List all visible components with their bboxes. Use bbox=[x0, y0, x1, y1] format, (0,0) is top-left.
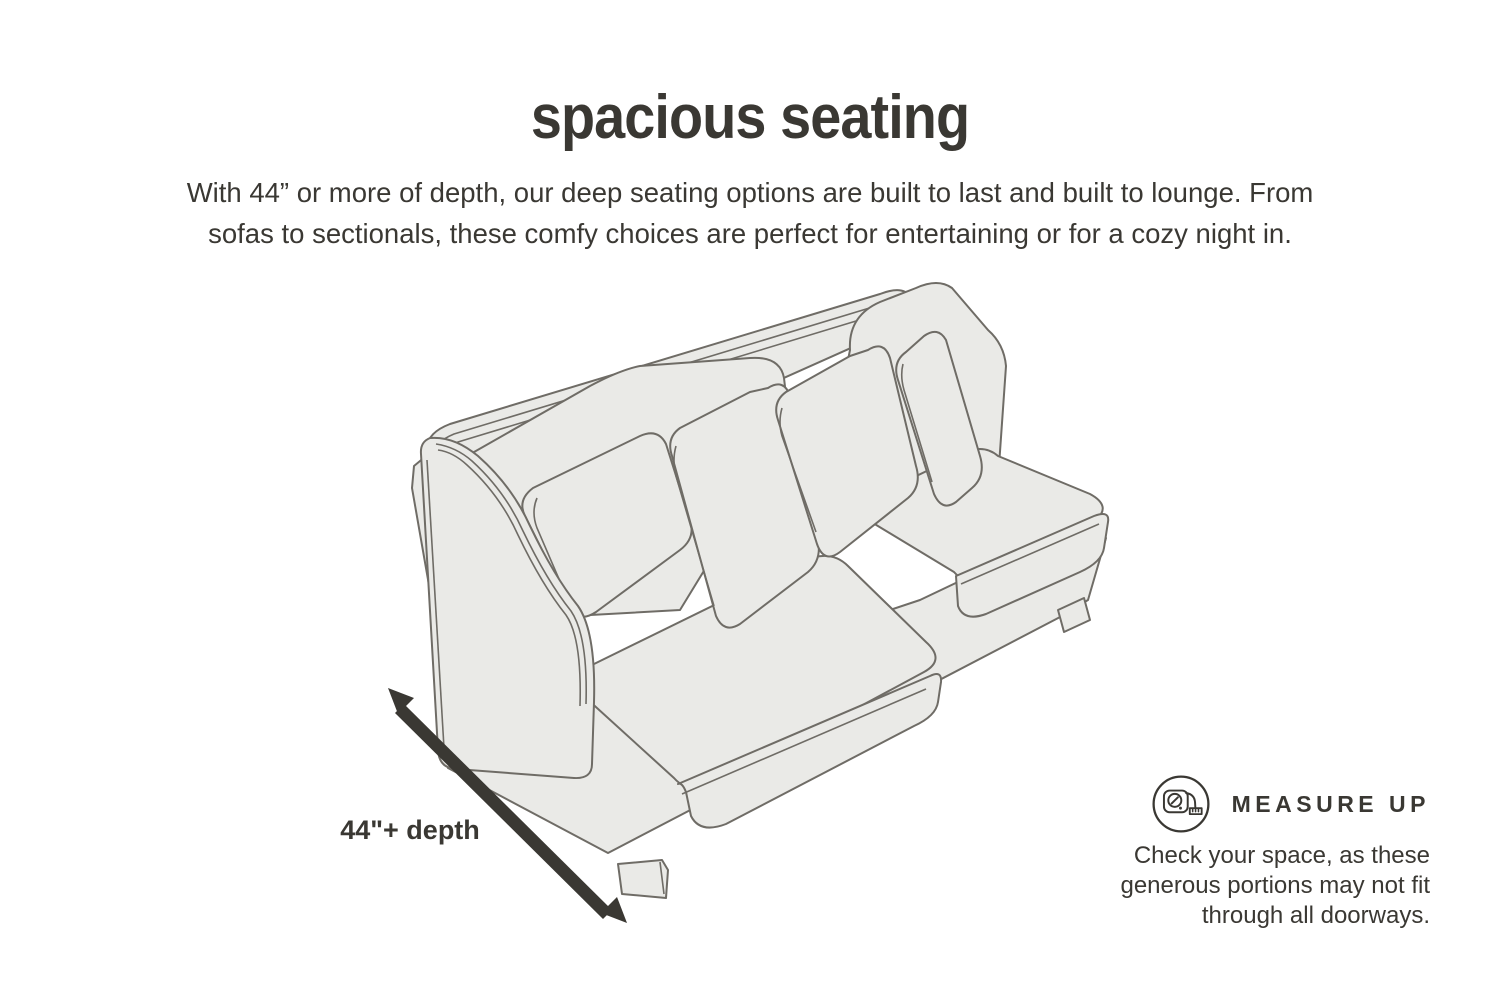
page-description bbox=[0, 172, 1500, 254]
depth-label: 44"+ depth bbox=[340, 815, 480, 845]
measure-up-caption-line: generous portions may not fit bbox=[1120, 872, 1430, 899]
description-line: With 44” or more of depth, our deep seating options are built to last and built to lounge. From bbox=[186, 177, 1314, 208]
measure-up-caption bbox=[1010, 841, 1430, 931]
depth-arrow-head-bottom bbox=[601, 897, 627, 923]
tape-pin bbox=[1179, 807, 1182, 810]
description-line: sofas to sectionals, these comfy choices are perfect for entertaining or for a cozy night in. bbox=[208, 218, 1292, 249]
measure-up-section bbox=[1010, 773, 1430, 931]
page-title: spacious seating bbox=[530, 83, 970, 152]
measure-up-header bbox=[1010, 773, 1430, 835]
sofa-line-drawing bbox=[412, 283, 1108, 898]
measure-up-caption-line: Check your space, as these bbox=[1133, 842, 1430, 869]
measure-up-caption-line: through all doorways. bbox=[1201, 902, 1430, 929]
measure-up-heading: MEASURE UP bbox=[1231, 790, 1430, 817]
tape-measure-icon bbox=[1150, 773, 1212, 835]
tape-reel-mark bbox=[1171, 797, 1177, 803]
